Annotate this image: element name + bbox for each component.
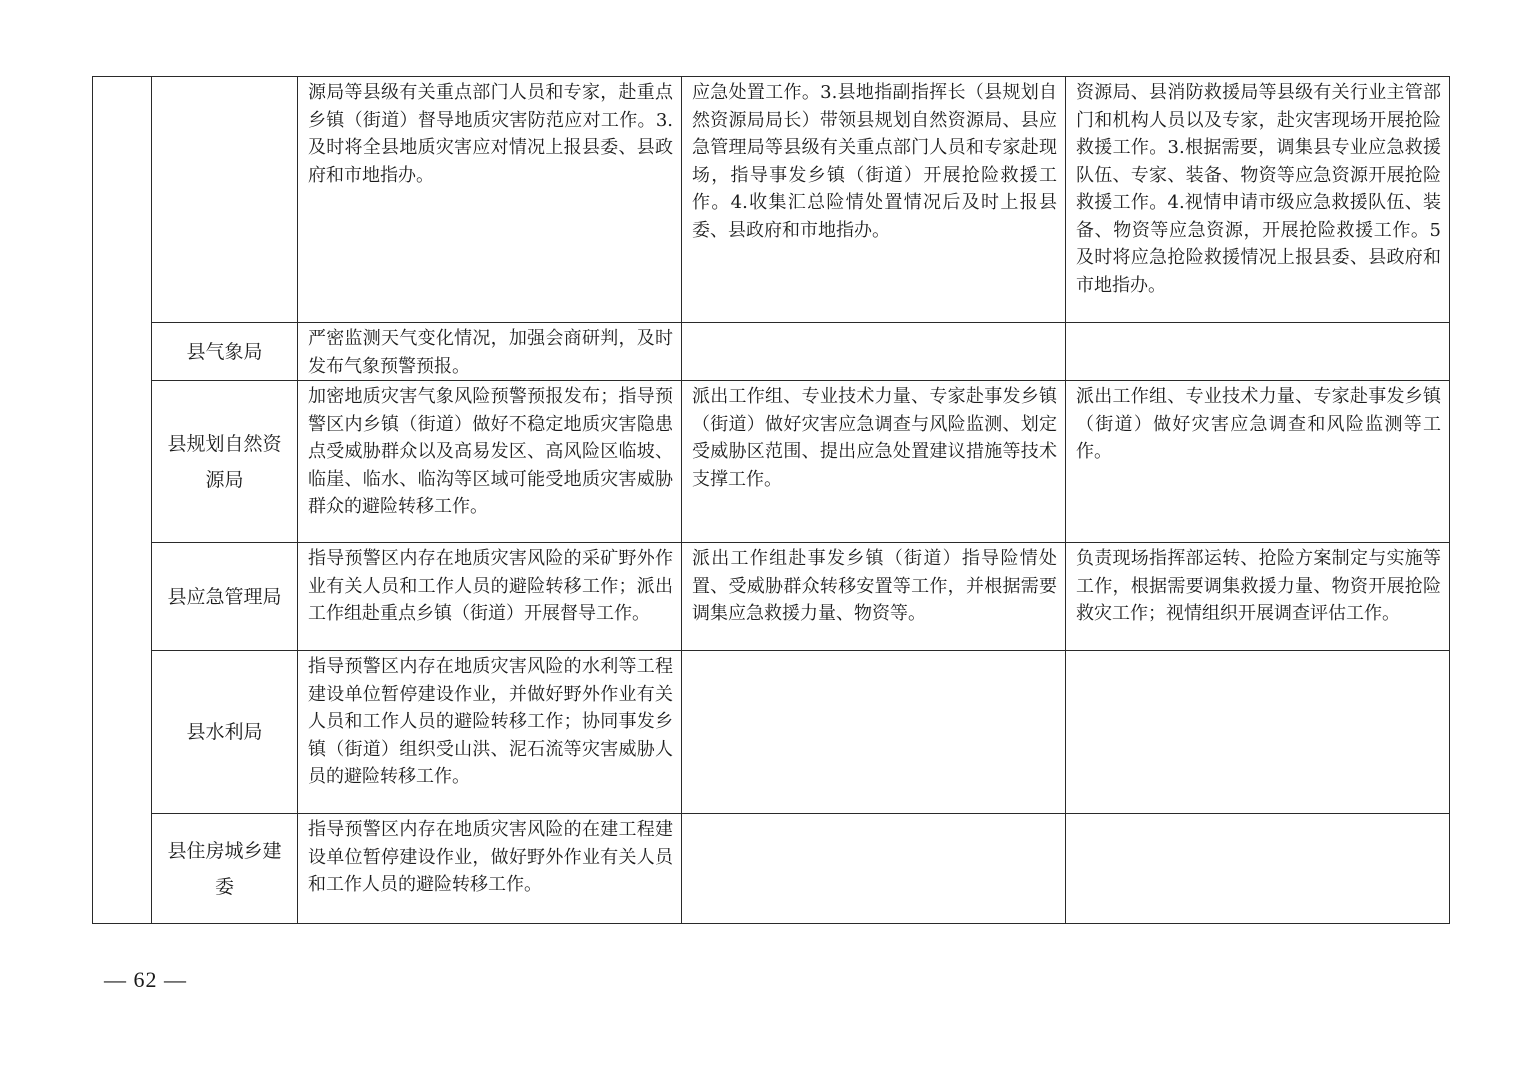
table-cell — [682, 323, 1066, 381]
table-cell: 加密地质灾害气象风险预警预报发布；指导预警区内乡镇（街道）做好不稳定地质灾害隐患点受威胁群众以及高易发区、高风险区临坡、临崖、临水、临沟等区域可能受地质灾害威胁群众的避险转移工作。 — [298, 381, 682, 543]
table-cell — [1066, 814, 1450, 924]
table-cell: 负责现场指挥部运转、抢险方案制定与实施等工作，根据需要调集救援力量、物资开展抢险救灾工作；视情组织开展调查评估工作。 — [1066, 543, 1450, 651]
emergency-response-table — [92, 76, 1450, 924]
page-number: — 62 — — [104, 967, 187, 992]
table-row — [93, 381, 1450, 543]
table-cell: 派出工作组、专业技术力量、专家赴事发乡镇（街道）做好灾害应急调查和风险监测等工作。 — [1066, 381, 1450, 543]
department-cell: 县住房城乡建委 — [152, 814, 298, 924]
table-row — [93, 323, 1450, 381]
table-row — [93, 651, 1450, 814]
table-cell: 派出工作组赴事发乡镇（街道）指导险情处置、受威胁群众转移安置等工作，并根据需要调集应急救援力量、物资等。 — [682, 543, 1066, 651]
table-cell: 应急处置工作。3.县地指副指挥长（县规划自然资源局局长）带领县规划自然资源局、县应急管理局等县级有关重点部门人员和专家赴现场，指导事发乡镇（街道）开展抢险救援工作。4.收集汇总险情处置情况后及时上报县委、县政府和市地指办。 — [682, 77, 1066, 323]
table-cell — [1066, 651, 1450, 814]
department-cell: 县规划自然资源局 — [152, 381, 298, 543]
table-cell: 源局等县级有关重点部门人员和专家，赴重点乡镇（街道）督导地质灾害防范应对工作。3.及时将全县地质灾害应对情况上报县委、县政府和市地指办。 — [298, 77, 682, 323]
table-cell: 指导预警区内存在地质灾害风险的在建工程建设单位暂停建设作业，做好野外作业有关人员和工作人员的避险转移工作。 — [298, 814, 682, 924]
table-row — [93, 814, 1450, 924]
table-row — [93, 77, 1450, 323]
table-cell: 派出工作组、专业技术力量、专家赴事发乡镇（街道）做好灾害应急调查与风险监测、划定受威胁区范围、提出应急处置建议措施等技术支撑工作。 — [682, 381, 1066, 543]
department-cell — [152, 77, 298, 323]
table-cell — [1066, 323, 1450, 381]
table-cell — [682, 651, 1066, 814]
department-cell: 县气象局 — [152, 323, 298, 381]
table-cell: 指导预警区内存在地质灾害风险的采矿野外作业有关人员和工作人员的避险转移工作；派出工作组赴重点乡镇（街道）开展督导工作。 — [298, 543, 682, 651]
table-cell — [682, 814, 1066, 924]
department-cell: 县应急管理局 — [152, 543, 298, 651]
table-row — [93, 543, 1450, 651]
table-cell: 指导预警区内存在地质灾害风险的水利等工程建设单位暂停建设作业，并做好野外作业有关人员和工作人员的避险转移工作；协同事发乡镇（街道）组织受山洪、泥石流等灾害威胁人员的避险转移工作。 — [298, 651, 682, 814]
department-cell: 县水利局 — [152, 651, 298, 814]
table-cell: 资源局、县消防救援局等县级有关行业主管部门和机构人员以及专家，赴灾害现场开展抢险救援工作。3.根据需要，调集县专业应急救援队伍、专家、装备、物资等应急资源开展抢险救援工作。4.视情申请市级应急救援队伍、装备、物资等应急资源，开展抢险救援工作。5及时将应急抢险救援情况上报县委、县政府和市地指办。 — [1066, 77, 1450, 323]
table-cell: 严密监测天气变化情况，加强会商研判，及时发布气象预警预报。 — [298, 323, 682, 381]
merged-category-cell — [93, 77, 152, 924]
